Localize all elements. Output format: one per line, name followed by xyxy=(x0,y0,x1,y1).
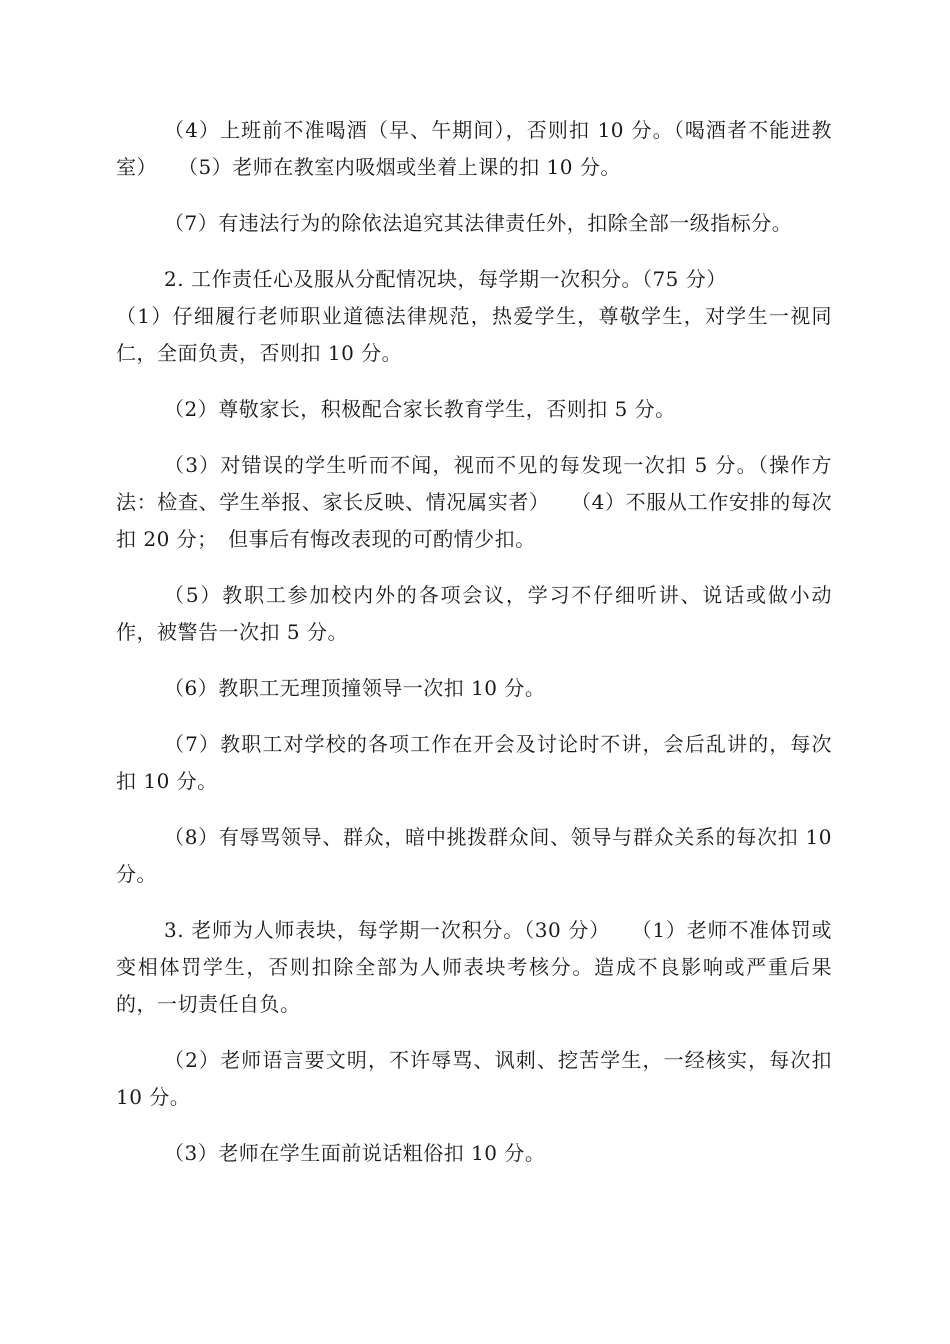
paragraph-rule-7-gossip: （7）教职工对学校的各项工作在开会及讨论时不讲，会后乱讲的，每次扣 10 分。 xyxy=(116,732,832,793)
document-page xyxy=(116,112,839,1191)
paragraph-rule-8-insult: （8）有辱骂领导、群众，暗中挑拨群众间、领导与群众关系的每次扣 10 分。 xyxy=(116,825,839,886)
paragraph-rule-6-defiance: （6）教职工无理顶撞领导一次扣 10 分。 xyxy=(164,676,546,700)
section-heading-conduct: 3. 老师为人师表块，每学期一次积分。（30 分） （1）老师不准体罚或变相体罚学生，否则扣除全部为人师表块考核分。造成不良影响或严重后果的，一切责任自负。 xyxy=(116,918,832,1016)
paragraph-rule-5-meetings: （5）教职工参加校内外的各项会议，学习不仔细听讲、说话或做小动作，被警告一次扣 5 分。 xyxy=(116,583,832,644)
paragraph-rule-7-illegal: （7）有违法行为的除依法追究其法律责任外，扣除全部一级指标分。 xyxy=(164,211,793,235)
paragraph-rule-4-drinking: （4）上班前不准喝酒（早、午期间），否则扣 10 分。（喝酒者不能进教室） （5）老师在教室内吸烟或坐着上课的扣 10 分。 xyxy=(116,118,832,179)
paragraph-rule-2-language: （2）老师语言要文明，不许辱骂、讽刺、挖苦学生，一经核实，每次扣 10 分。 xyxy=(116,1048,839,1109)
section-heading-responsibility: 2. 工作责任心及服从分配情况块，每学期一次积分。（75 分） xyxy=(164,267,727,291)
paragraph-rule-2-parents: （2）尊敬家长，积极配合家长教育学生，否则扣 5 分。 xyxy=(164,397,676,421)
paragraph-rule-1-ethics: （1）仔细履行老师职业道德法律规范，热爱学生，尊敬学生，对学生一视同仁，全面负责，否则扣 10 分。 xyxy=(116,304,832,365)
paragraph-rule-3-ignore: （3）对错误的学生听而不闻，视而不见的每发现一次扣 5 分。（操作方法：检查、学生举报、家长反映、情况属实者） （4）不服从工作安排的每次扣 20 分； 但事后有悔改表现的可酌情少扣。 xyxy=(116,453,832,551)
paragraph-rule-3-vulgar: （3）老师在学生面前说话粗俗扣 10 分。 xyxy=(164,1141,546,1165)
